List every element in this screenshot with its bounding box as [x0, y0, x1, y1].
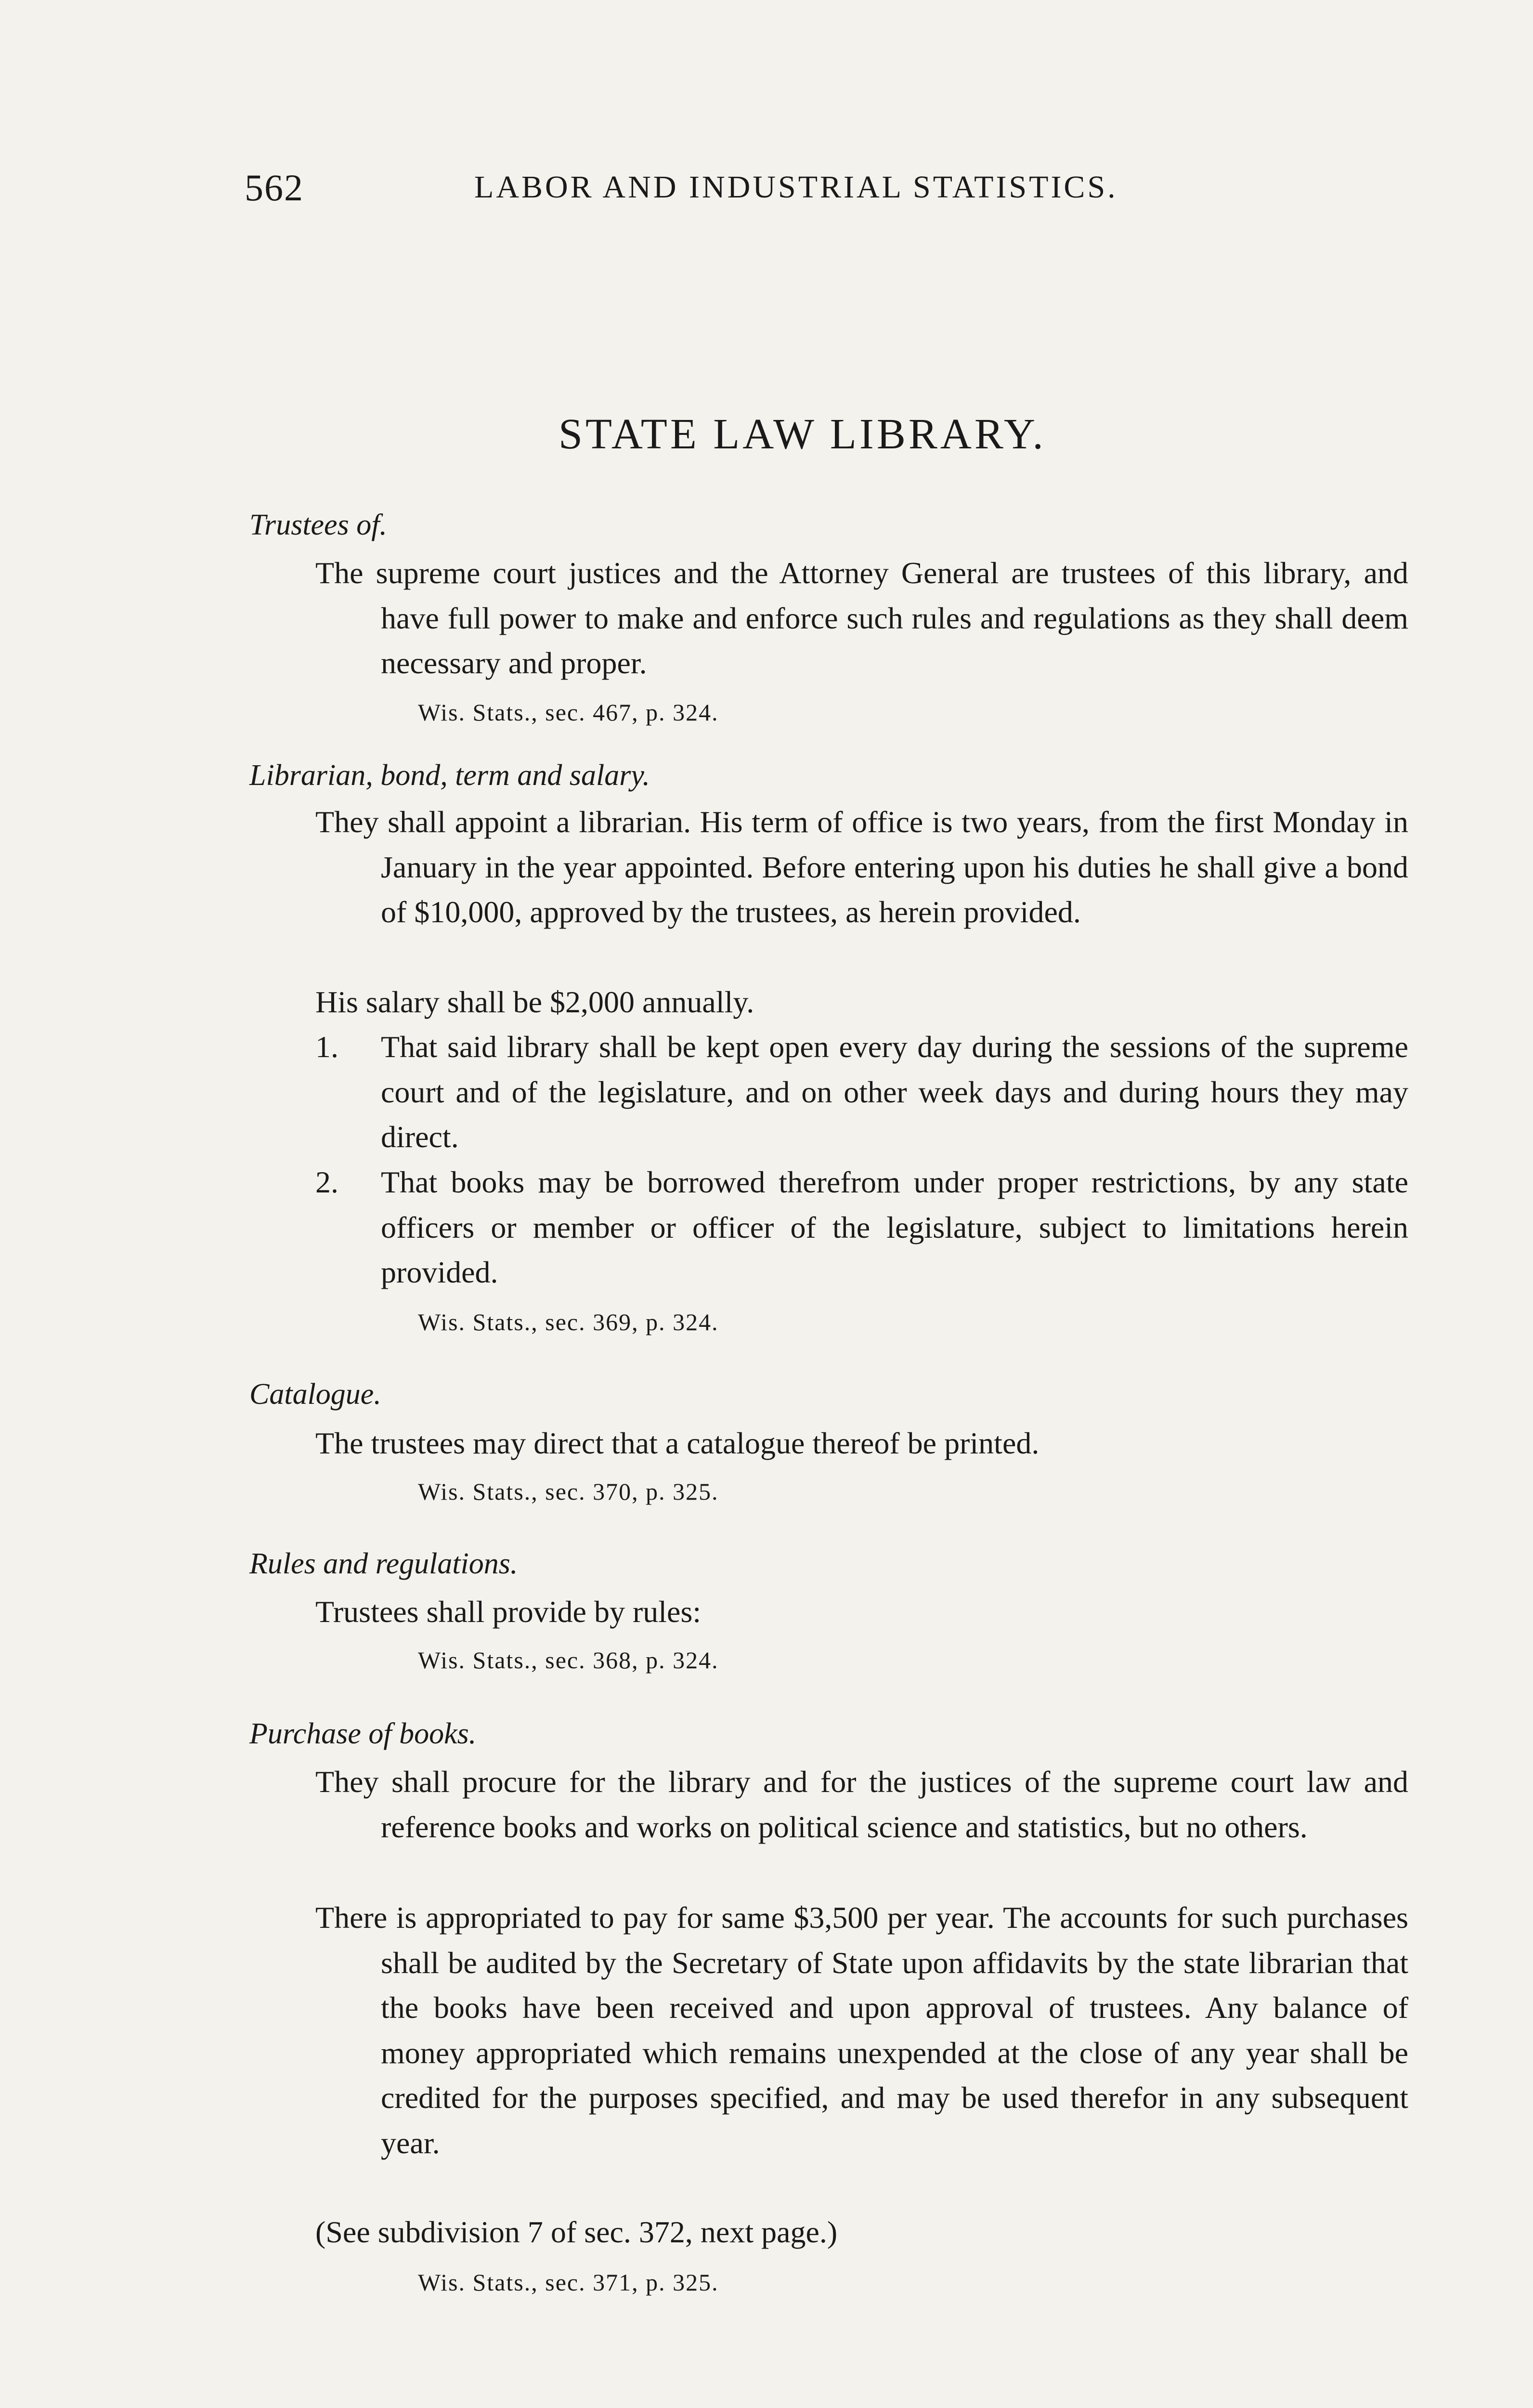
paragraph-purchase-appropriation: There is appropriated to pay for same $3,500 per year. The accounts for such purchases shall be audited by the Secretary of State upon affidavits by the state librarian that the books have been received and upon approval of trustees. Any balance of money appropriated which remains unexpended at the close of any year shall be credited for the purposes specified, and may be used therefor in any subsequent year. [315, 1900, 1408, 2160]
paragraph-librarian-salary: His salary shall be $2,000 annually. [315, 985, 754, 1019]
running-header [0, 166, 1533, 214]
citation-trustees: Wis. Stats., sec. 467, p. 324. [418, 699, 719, 726]
paragraph-catalogue: The trustees may direct that a catalogue thereof be printed. [315, 1426, 1039, 1460]
citation-rules: Wis. Stats., sec. 368, p. 324. [418, 1647, 719, 1674]
paragraph-rules: Trustees shall provide by rules: [315, 1595, 702, 1629]
citation-librarian: Wis. Stats., sec. 369, p. 324. [418, 1309, 719, 1335]
list-item-hours [315, 1024, 1408, 1160]
paragraph-purchase-see-also: (See subdivision 7 of sec. 372, next page.) [315, 2215, 838, 2249]
citation-purchase: Wis. Stats., sec. 371, p. 325. [418, 2269, 719, 2296]
citation-catalogue: Wis. Stats., sec. 370, p. 325. [418, 1478, 719, 1505]
page-title: STATE LAW LIBRARY. [559, 410, 1046, 458]
list-item-number: 2. [315, 1165, 338, 1199]
heading-catalogue: Catalogue. [249, 1378, 381, 1411]
paragraph-purchase-procure: They shall procure for the library and for the justices of the supreme court law and reference books and works on political science and statistics, but no others. [315, 1765, 1408, 1844]
list-item-text: That said library shall be kept open every day during the sessions of the supreme court and of the legislature, and on other week days and during hours they may direct. [381, 1030, 1408, 1154]
heading-rules: Rules and regulations. [249, 1547, 518, 1580]
page-number: 562 [245, 167, 304, 209]
list-item-text: That books may be borrowed therefrom under proper restrictions, by any state officers or member or officer of the legislature, subject to limitations herein provided. [381, 1165, 1408, 1289]
paragraph-librarian-term: They shall appoint a librarian. His term of office is two years, from the first Monday in January in the year appointed. Before entering upon his duties he shall give a bond of $10,000, approved by the trustees, as herein provided. [315, 805, 1408, 929]
heading-trustees: Trustees of. [249, 509, 387, 541]
list-item-borrowing [315, 1160, 1408, 1295]
list-item-number: 1. [315, 1030, 338, 1064]
running-title: LABOR AND INDUSTRIAL STATISTICS. [474, 170, 1118, 205]
heading-purchase: Purchase of books. [249, 1717, 477, 1750]
paragraph-trustees: The supreme court justices and the Attorney General are trustees of this library, and have full power to make and enforce such rules and regulations as they shall deem necessary and proper. [315, 556, 1408, 680]
heading-librarian: Librarian, bond, term and salary. [249, 759, 650, 792]
